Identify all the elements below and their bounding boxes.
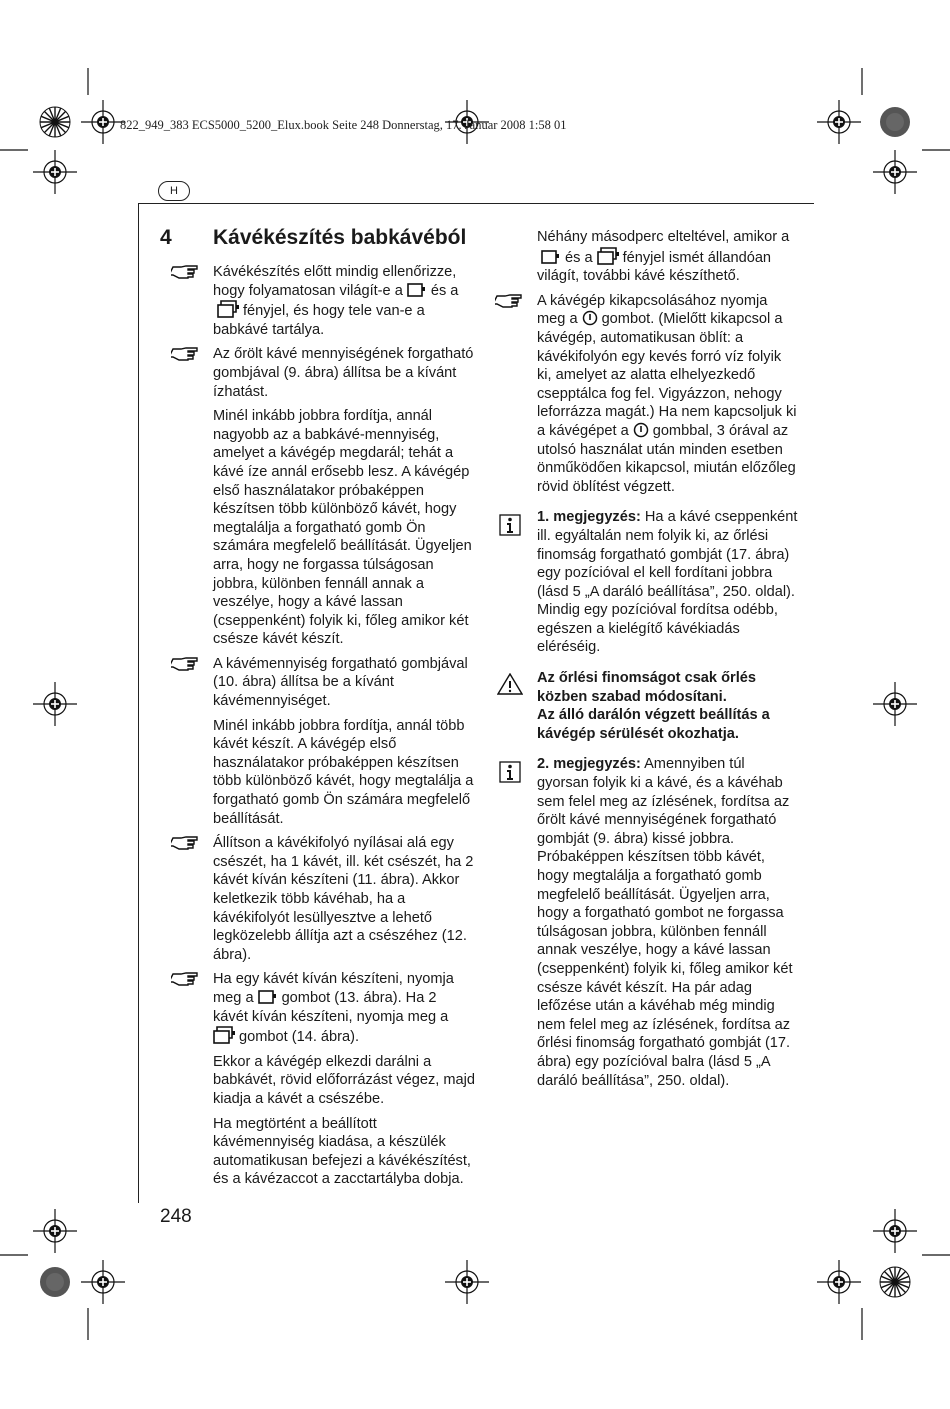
power-icon [582, 310, 598, 326]
paragraph-grind-detail: Minél inkább jobbra fordítja, annál nagyobb az a babkávé-mennyiség, amelyet a kávégép megdarál; tehát a kávé íze annál erősebb lesz. A kávégép első használatakor próbaképpen készítsen több különböző kávét, hogy megtalálja a forgatható gomb Ön számára megfelelő beállítását. Ügyeljen arra, hogy ne forgassa túlságosan jobbra, különben fennáll annak a veszélye, hogy a kávé lassan (cseppenként) folyik ki, főleg amikor két csésze kávét készít. [213, 408, 472, 648]
paragraph-finish: Ha megtörtént a beállított kávémennyiség kiadása, a készülék automatikusan befejezi a kávékészítést, és a kávézaccot a zacctartályba dobja. [213, 1115, 471, 1188]
page-number: 248 [160, 1206, 192, 1227]
paragraph-amount-detail: Minél inkább jobbra fordítja, annál több kávét készít. A kávégép első használatakor próbaképpen készítsen több különböző kávét, hogy megtalálja a forgatható gomb Ön számára megfelelő beállítását. [213, 717, 474, 827]
bullet-switch-off: A kávégép kikapcsolásához nyomja meg a gombot. (Mielőtt kikapcsol a kávégép, automatikusan öblít: a kávékifolyón egy kevés forró víz folyik ki, amelyet az alatta elhelyezkedő csepptálca fog fel. Vigyázzon, nehogy leforrázza magát.) Ha nem kapcsoljuk ki a kávégépet a gombbal, 3 órával az utolsó használat után minden esetben önműködően kikapcsol, miután előzőleg rövid öblítést végzett. [537, 292, 799, 497]
pointing-hand-icon [171, 656, 201, 672]
double-cup-icon [597, 247, 619, 265]
note-2: 2. megjegyzés: Amennyiben túl gyorsan folyik ki a kávé, és a kávéhab sem felel meg az ízlésének, fordítsa az őrölt kávé mennyiségének forgatható gombját (9. ábra) kissé jobbra. Próbaképpen készítsen több kávét, hogy megtalálja a forgatható gomb megfelelő beállítását. Ügyeljen arra, hogy a forgatható gombot ne forgassa túlságosan jobbra, különben fennáll annak veszélye, hogy a kávé lassan (cseppenként) folyik ki, főleg amikor két csésze kávét készít. Ha pár adag lefőzése után a kávéhab még mindig nem felel meg az ízlésének, fordítsa az őrlési finomság forgatható gombját (17. ábra) egy pozícióval balra (lásd 5 „A daráló beállítása”, 250. oldal). [537, 755, 799, 1090]
paragraph-grinding: Ekkor a kávégép elkezdi darálni a babkávét, rövid előforrázást végez, majd kiadja a kávét a csészébe. [213, 1053, 476, 1107]
info-icon [499, 514, 521, 536]
note-2-label: 2. megjegyzés: [537, 756, 641, 773]
single-cup-icon [407, 282, 427, 298]
double-cup-icon [213, 1026, 235, 1044]
pointing-hand-icon [171, 264, 201, 280]
language-badge: H [158, 181, 190, 201]
note-1: 1. megjegyzés: Ha a kávé cseppenként ill. egyáltalán nem folyik ki, az őrlési finomság forgatható gombját (17. ábra) egy pozícióval el kell fordítani jobbra (lásd 5 „A daráló beállítása”, 250. oldal). Mindig egy pozícióval fordítsa odébb, egészen a kielégítő kávékiadás eléréséig. [537, 508, 799, 657]
bullet-check-lights: Kávékészítés előtt mindig ellenőrizze, hogy folyamatosan világít-e a és afényjel, és hogy tele van-e a babkávé tartálya. [213, 263, 475, 339]
chapter-number: 4 [160, 226, 172, 249]
side-rule [138, 203, 139, 1203]
bullet-coffee-amount: A kávémennyiség forgatható gombjával (10. ábra) állítsa be a kívánt kávémennyiséget. [213, 655, 475, 711]
warning-icon [497, 673, 523, 695]
pointing-hand-icon [171, 835, 201, 851]
warning: Az őrlési finomságot csak őrlés közben szabad módosítani. Az álló darálón végzett beállítás a kávégép sérülését okozhatja. [537, 669, 799, 743]
left-column [213, 263, 475, 1195]
note-1-label: 1. megjegyzés: [537, 509, 641, 526]
single-cup-icon [541, 249, 561, 265]
info-icon [499, 761, 521, 783]
pointing-hand-icon [171, 971, 201, 987]
bullet-grind-amount: Az őrölt kávé mennyiségének forgatható gombjával (9. ábra) állítsa be a kívánt ízhatást. [213, 345, 475, 401]
bullet-place-cup: Állítson a kávékifolyó nyílásai alá egy csészét, ha 1 kávét, ill. két csészét, ha 2 kávét kíván készíteni (11. ábra). Akkor keletkezik több kávéhab, ha a kávékifolyót lesüllyesztve a lehető legközelebb állítja azt a csészéhez (12. ábra). [213, 834, 475, 964]
chapter-title: Kávékészítés babkávéból [213, 226, 467, 249]
power-icon [633, 422, 649, 438]
pointing-hand-icon [171, 346, 201, 362]
single-cup-icon [258, 989, 278, 1005]
pointing-hand-icon [495, 293, 525, 309]
paragraph-ready-again: Néhány másodperc elteltével, amikor aés a fényjel ismét állandóan világít, további kávé készíthető. [537, 229, 790, 285]
top-rule [138, 203, 814, 204]
double-cup-icon [217, 300, 239, 318]
print-header: 822_949_383 ECS5000_5200_Elux.book Seite 248 Donnerstag, 17. Januar 2008 1:58 01 [120, 118, 567, 132]
bullet-press-button: Ha egy kávét kíván készíteni, nyomja meg a gombot (13. ábra). Ha 2 kávét kíván készíteni, nyomja meg a gombot (14. ábra). [213, 970, 475, 1046]
right-column [537, 228, 799, 1096]
